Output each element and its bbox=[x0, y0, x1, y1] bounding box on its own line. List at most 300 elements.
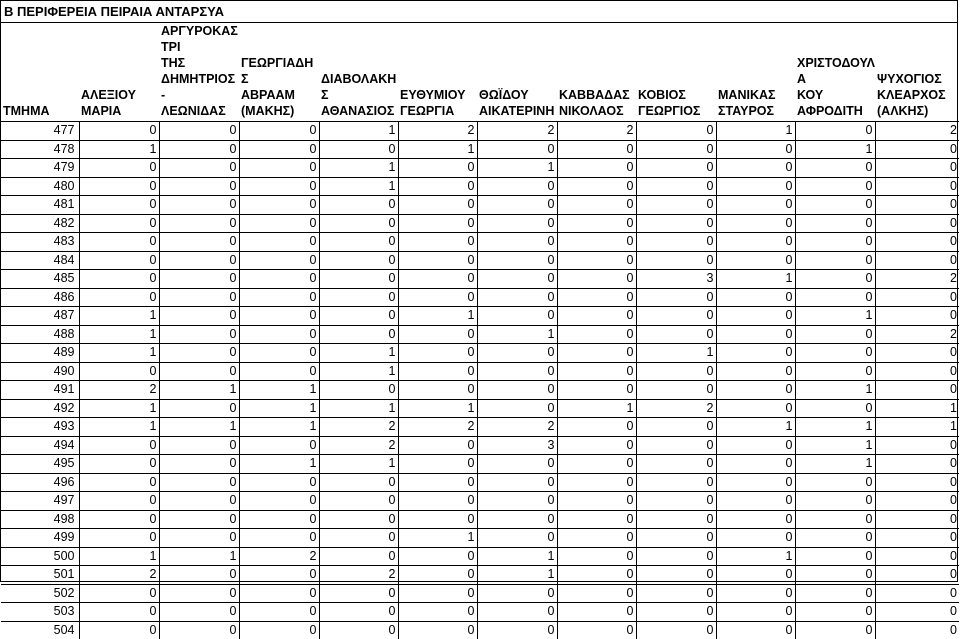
vote-cell[interactable]: 0 bbox=[159, 510, 239, 529]
vote-cell[interactable]: 0 bbox=[319, 621, 398, 639]
vote-cell[interactable]: 0 bbox=[319, 381, 398, 400]
vote-cell[interactable]: 0 bbox=[875, 362, 959, 381]
vote-cell[interactable]: 0 bbox=[319, 307, 398, 326]
vote-cell[interactable]: 2 bbox=[875, 270, 959, 289]
vote-cell[interactable]: 1 bbox=[239, 399, 319, 418]
vote-cell[interactable]: 0 bbox=[398, 621, 477, 639]
vote-cell[interactable]: 0 bbox=[795, 288, 875, 307]
section-number-cell[interactable]: 502 bbox=[1, 584, 79, 603]
vote-cell[interactable]: 0 bbox=[795, 473, 875, 492]
vote-cell[interactable]: 0 bbox=[795, 510, 875, 529]
vote-cell[interactable]: 0 bbox=[875, 159, 959, 178]
section-number-cell[interactable]: 482 bbox=[1, 214, 79, 233]
vote-cell[interactable]: 0 bbox=[159, 566, 239, 585]
vote-cell[interactable]: 0 bbox=[477, 492, 557, 511]
vote-cell[interactable]: 0 bbox=[79, 159, 159, 178]
vote-cell[interactable]: 0 bbox=[557, 270, 636, 289]
vote-cell[interactable]: 0 bbox=[875, 584, 959, 603]
vote-cell[interactable]: 0 bbox=[477, 177, 557, 196]
vote-cell[interactable]: 0 bbox=[716, 233, 795, 252]
vote-cell[interactable]: 0 bbox=[477, 473, 557, 492]
section-number-cell[interactable]: 489 bbox=[1, 344, 79, 363]
vote-cell[interactable]: 0 bbox=[159, 251, 239, 270]
vote-cell[interactable]: 0 bbox=[716, 603, 795, 622]
vote-cell[interactable]: 0 bbox=[875, 140, 959, 159]
vote-cell[interactable]: 0 bbox=[557, 492, 636, 511]
vote-cell[interactable]: 0 bbox=[159, 492, 239, 511]
vote-cell[interactable]: 1 bbox=[875, 399, 959, 418]
vote-cell[interactable]: 0 bbox=[319, 288, 398, 307]
vote-cell[interactable]: 0 bbox=[398, 251, 477, 270]
section-number-cell[interactable]: 501 bbox=[1, 566, 79, 585]
vote-cell[interactable]: 0 bbox=[557, 214, 636, 233]
vote-cell[interactable]: 0 bbox=[716, 381, 795, 400]
vote-cell[interactable]: 1 bbox=[398, 307, 477, 326]
vote-cell[interactable]: 0 bbox=[79, 196, 159, 215]
vote-cell[interactable]: 1 bbox=[239, 455, 319, 474]
vote-cell[interactable]: 0 bbox=[636, 325, 716, 344]
vote-cell[interactable]: 0 bbox=[875, 196, 959, 215]
vote-cell[interactable]: 0 bbox=[239, 473, 319, 492]
vote-cell[interactable]: 0 bbox=[239, 251, 319, 270]
vote-cell[interactable]: 0 bbox=[557, 362, 636, 381]
vote-cell[interactable]: 1 bbox=[79, 344, 159, 363]
section-number-cell[interactable]: 491 bbox=[1, 381, 79, 400]
vote-cell[interactable]: 0 bbox=[159, 177, 239, 196]
section-number-cell[interactable]: 503 bbox=[1, 603, 79, 622]
vote-cell[interactable]: 0 bbox=[239, 177, 319, 196]
vote-cell[interactable]: 0 bbox=[239, 529, 319, 548]
vote-cell[interactable]: 0 bbox=[239, 140, 319, 159]
vote-cell[interactable]: 0 bbox=[716, 529, 795, 548]
vote-cell[interactable]: 0 bbox=[716, 510, 795, 529]
vote-cell[interactable]: 1 bbox=[636, 344, 716, 363]
vote-cell[interactable]: 0 bbox=[557, 455, 636, 474]
vote-cell[interactable]: 0 bbox=[477, 288, 557, 307]
vote-cell[interactable]: 0 bbox=[557, 510, 636, 529]
vote-cell[interactable]: 0 bbox=[319, 251, 398, 270]
vote-cell[interactable]: 0 bbox=[79, 214, 159, 233]
vote-cell[interactable]: 0 bbox=[716, 566, 795, 585]
vote-cell[interactable]: 0 bbox=[79, 436, 159, 455]
vote-cell[interactable]: 1 bbox=[795, 436, 875, 455]
vote-cell[interactable]: 0 bbox=[79, 122, 159, 141]
section-number-cell[interactable]: 484 bbox=[1, 251, 79, 270]
vote-cell[interactable]: 0 bbox=[79, 529, 159, 548]
vote-cell[interactable]: 1 bbox=[79, 307, 159, 326]
vote-cell[interactable]: 0 bbox=[159, 270, 239, 289]
section-number-cell[interactable]: 496 bbox=[1, 473, 79, 492]
vote-cell[interactable]: 0 bbox=[477, 381, 557, 400]
vote-cell[interactable]: 0 bbox=[159, 140, 239, 159]
vote-cell[interactable]: 0 bbox=[716, 251, 795, 270]
vote-cell[interactable]: 0 bbox=[636, 251, 716, 270]
section-number-cell[interactable]: 499 bbox=[1, 529, 79, 548]
vote-cell[interactable]: 0 bbox=[398, 177, 477, 196]
vote-cell[interactable]: 1 bbox=[716, 418, 795, 437]
vote-cell[interactable]: 0 bbox=[159, 159, 239, 178]
vote-cell[interactable]: 0 bbox=[716, 436, 795, 455]
vote-cell[interactable]: 0 bbox=[875, 251, 959, 270]
vote-cell[interactable]: 0 bbox=[319, 196, 398, 215]
vote-cell[interactable]: 0 bbox=[716, 214, 795, 233]
vote-cell[interactable]: 0 bbox=[795, 566, 875, 585]
vote-cell[interactable]: 0 bbox=[716, 159, 795, 178]
vote-cell[interactable]: 0 bbox=[159, 196, 239, 215]
section-number-cell[interactable]: 478 bbox=[1, 140, 79, 159]
vote-cell[interactable]: 0 bbox=[159, 584, 239, 603]
vote-cell[interactable]: 0 bbox=[319, 233, 398, 252]
vote-cell[interactable]: 0 bbox=[159, 325, 239, 344]
vote-cell[interactable]: 0 bbox=[398, 455, 477, 474]
vote-cell[interactable]: 1 bbox=[477, 547, 557, 566]
vote-cell[interactable]: 0 bbox=[795, 159, 875, 178]
vote-cell[interactable]: 0 bbox=[319, 214, 398, 233]
vote-cell[interactable]: 0 bbox=[557, 584, 636, 603]
vote-cell[interactable]: 1 bbox=[319, 177, 398, 196]
vote-cell[interactable]: 2 bbox=[557, 122, 636, 141]
vote-cell[interactable]: 0 bbox=[159, 233, 239, 252]
vote-cell[interactable]: 0 bbox=[875, 603, 959, 622]
vote-cell[interactable]: 1 bbox=[319, 344, 398, 363]
vote-cell[interactable]: 0 bbox=[636, 233, 716, 252]
vote-cell[interactable]: 0 bbox=[557, 233, 636, 252]
vote-cell[interactable]: 0 bbox=[79, 473, 159, 492]
vote-cell[interactable]: 0 bbox=[636, 621, 716, 639]
vote-cell[interactable]: 0 bbox=[477, 529, 557, 548]
vote-cell[interactable]: 1 bbox=[795, 418, 875, 437]
vote-cell[interactable]: 0 bbox=[398, 510, 477, 529]
vote-cell[interactable]: 0 bbox=[875, 344, 959, 363]
vote-cell[interactable]: 0 bbox=[875, 214, 959, 233]
vote-cell[interactable]: 0 bbox=[795, 344, 875, 363]
vote-cell[interactable]: 0 bbox=[319, 603, 398, 622]
vote-cell[interactable]: 0 bbox=[159, 621, 239, 639]
vote-cell[interactable]: 0 bbox=[557, 418, 636, 437]
vote-cell[interactable]: 0 bbox=[557, 344, 636, 363]
vote-cell[interactable]: 0 bbox=[875, 381, 959, 400]
vote-cell[interactable]: 1 bbox=[79, 547, 159, 566]
vote-cell[interactable]: 0 bbox=[398, 233, 477, 252]
vote-cell[interactable]: 1 bbox=[477, 566, 557, 585]
vote-cell[interactable]: 0 bbox=[477, 362, 557, 381]
vote-cell[interactable]: 0 bbox=[875, 455, 959, 474]
vote-cell[interactable]: 0 bbox=[795, 196, 875, 215]
vote-cell[interactable]: 0 bbox=[875, 529, 959, 548]
vote-cell[interactable]: 0 bbox=[239, 325, 319, 344]
vote-cell[interactable]: 0 bbox=[319, 140, 398, 159]
vote-cell[interactable]: 0 bbox=[875, 177, 959, 196]
vote-cell[interactable]: 1 bbox=[795, 307, 875, 326]
vote-cell[interactable]: 0 bbox=[159, 529, 239, 548]
vote-cell[interactable]: 0 bbox=[557, 177, 636, 196]
vote-cell[interactable]: 0 bbox=[716, 140, 795, 159]
vote-cell[interactable]: 0 bbox=[398, 214, 477, 233]
vote-cell[interactable]: 0 bbox=[319, 547, 398, 566]
vote-cell[interactable]: 0 bbox=[477, 251, 557, 270]
vote-cell[interactable]: 1 bbox=[79, 418, 159, 437]
vote-cell[interactable]: 0 bbox=[239, 288, 319, 307]
vote-cell[interactable]: 2 bbox=[79, 566, 159, 585]
vote-cell[interactable]: 0 bbox=[398, 362, 477, 381]
vote-cell[interactable]: 0 bbox=[319, 270, 398, 289]
vote-cell[interactable]: 0 bbox=[79, 584, 159, 603]
vote-cell[interactable]: 0 bbox=[875, 473, 959, 492]
vote-cell[interactable]: 0 bbox=[477, 140, 557, 159]
vote-cell[interactable]: 2 bbox=[239, 547, 319, 566]
vote-cell[interactable]: 1 bbox=[398, 399, 477, 418]
vote-cell[interactable]: 0 bbox=[795, 584, 875, 603]
vote-cell[interactable]: 2 bbox=[319, 418, 398, 437]
vote-cell[interactable]: 0 bbox=[557, 473, 636, 492]
section-number-cell[interactable]: 504 bbox=[1, 621, 79, 639]
vote-cell[interactable]: 0 bbox=[239, 621, 319, 639]
vote-cell[interactable]: 0 bbox=[477, 233, 557, 252]
vote-cell[interactable]: 1 bbox=[319, 399, 398, 418]
vote-cell[interactable]: 0 bbox=[477, 510, 557, 529]
vote-cell[interactable]: 0 bbox=[636, 140, 716, 159]
section-number-cell[interactable]: 495 bbox=[1, 455, 79, 474]
vote-cell[interactable]: 0 bbox=[239, 214, 319, 233]
vote-cell[interactable]: 0 bbox=[557, 547, 636, 566]
vote-cell[interactable]: 0 bbox=[795, 214, 875, 233]
vote-cell[interactable]: 0 bbox=[159, 214, 239, 233]
vote-cell[interactable]: 0 bbox=[716, 584, 795, 603]
vote-cell[interactable]: 0 bbox=[636, 584, 716, 603]
vote-cell[interactable]: 0 bbox=[636, 214, 716, 233]
vote-cell[interactable]: 0 bbox=[79, 603, 159, 622]
vote-cell[interactable]: 0 bbox=[477, 621, 557, 639]
section-number-cell[interactable]: 479 bbox=[1, 159, 79, 178]
vote-cell[interactable]: 0 bbox=[557, 159, 636, 178]
vote-cell[interactable]: 2 bbox=[398, 418, 477, 437]
vote-cell[interactable]: 0 bbox=[636, 566, 716, 585]
vote-cell[interactable]: 1 bbox=[795, 381, 875, 400]
vote-cell[interactable]: 0 bbox=[159, 603, 239, 622]
vote-cell[interactable]: 0 bbox=[159, 455, 239, 474]
vote-cell[interactable]: 1 bbox=[716, 547, 795, 566]
vote-cell[interactable]: 0 bbox=[398, 288, 477, 307]
vote-cell[interactable]: 0 bbox=[557, 196, 636, 215]
vote-cell[interactable]: 0 bbox=[239, 122, 319, 141]
vote-cell[interactable]: 0 bbox=[79, 362, 159, 381]
vote-cell[interactable]: 1 bbox=[319, 362, 398, 381]
section-number-cell[interactable]: 497 bbox=[1, 492, 79, 511]
vote-cell[interactable]: 0 bbox=[716, 307, 795, 326]
vote-cell[interactable]: 0 bbox=[716, 344, 795, 363]
vote-cell[interactable]: 0 bbox=[557, 529, 636, 548]
vote-cell[interactable]: 0 bbox=[159, 399, 239, 418]
vote-cell[interactable]: 1 bbox=[557, 399, 636, 418]
vote-cell[interactable]: 0 bbox=[319, 492, 398, 511]
vote-cell[interactable]: 0 bbox=[795, 325, 875, 344]
vote-cell[interactable]: 1 bbox=[159, 418, 239, 437]
vote-cell[interactable]: 0 bbox=[239, 584, 319, 603]
vote-cell[interactable]: 1 bbox=[239, 381, 319, 400]
vote-cell[interactable]: 0 bbox=[557, 381, 636, 400]
vote-cell[interactable]: 0 bbox=[716, 455, 795, 474]
vote-cell[interactable]: 0 bbox=[795, 177, 875, 196]
vote-cell[interactable]: 0 bbox=[159, 362, 239, 381]
vote-cell[interactable]: 0 bbox=[239, 344, 319, 363]
vote-cell[interactable]: 0 bbox=[477, 307, 557, 326]
section-number-cell[interactable]: 490 bbox=[1, 362, 79, 381]
vote-cell[interactable]: 0 bbox=[239, 603, 319, 622]
vote-cell[interactable]: 0 bbox=[716, 492, 795, 511]
vote-cell[interactable]: 0 bbox=[319, 325, 398, 344]
vote-cell[interactable]: 0 bbox=[477, 196, 557, 215]
vote-cell[interactable]: 0 bbox=[319, 510, 398, 529]
vote-cell[interactable]: 0 bbox=[159, 288, 239, 307]
vote-cell[interactable]: 0 bbox=[875, 621, 959, 639]
vote-cell[interactable]: 0 bbox=[159, 122, 239, 141]
vote-cell[interactable]: 0 bbox=[319, 473, 398, 492]
vote-cell[interactable]: 0 bbox=[398, 159, 477, 178]
vote-cell[interactable]: 0 bbox=[716, 399, 795, 418]
vote-cell[interactable]: 1 bbox=[477, 159, 557, 178]
vote-cell[interactable]: 0 bbox=[159, 307, 239, 326]
vote-cell[interactable]: 0 bbox=[477, 214, 557, 233]
vote-cell[interactable]: 0 bbox=[159, 436, 239, 455]
vote-cell[interactable]: 1 bbox=[477, 325, 557, 344]
vote-cell[interactable]: 0 bbox=[875, 288, 959, 307]
vote-cell[interactable]: 0 bbox=[875, 547, 959, 566]
section-number-cell[interactable]: 481 bbox=[1, 196, 79, 215]
vote-cell[interactable]: 0 bbox=[875, 510, 959, 529]
vote-cell[interactable]: 0 bbox=[79, 288, 159, 307]
vote-cell[interactable]: 0 bbox=[636, 492, 716, 511]
vote-cell[interactable]: 3 bbox=[477, 436, 557, 455]
vote-cell[interactable]: 0 bbox=[557, 566, 636, 585]
vote-cell[interactable]: 1 bbox=[319, 122, 398, 141]
vote-cell[interactable]: 0 bbox=[398, 547, 477, 566]
vote-cell[interactable]: 0 bbox=[636, 177, 716, 196]
vote-cell[interactable]: 0 bbox=[239, 270, 319, 289]
vote-cell[interactable]: 0 bbox=[79, 492, 159, 511]
vote-cell[interactable]: 0 bbox=[79, 270, 159, 289]
vote-cell[interactable]: 0 bbox=[636, 473, 716, 492]
vote-cell[interactable]: 0 bbox=[795, 547, 875, 566]
vote-cell[interactable]: 0 bbox=[636, 547, 716, 566]
vote-cell[interactable]: 0 bbox=[239, 362, 319, 381]
vote-cell[interactable]: 2 bbox=[875, 122, 959, 141]
vote-cell[interactable]: 0 bbox=[319, 529, 398, 548]
vote-cell[interactable]: 0 bbox=[239, 307, 319, 326]
vote-cell[interactable]: 0 bbox=[79, 455, 159, 474]
vote-cell[interactable]: 0 bbox=[795, 603, 875, 622]
vote-cell[interactable]: 0 bbox=[79, 621, 159, 639]
vote-cell[interactable]: 0 bbox=[398, 196, 477, 215]
section-number-cell[interactable]: 486 bbox=[1, 288, 79, 307]
vote-cell[interactable]: 1 bbox=[716, 270, 795, 289]
vote-cell[interactable]: 0 bbox=[239, 492, 319, 511]
vote-cell[interactable]: 1 bbox=[795, 140, 875, 159]
vote-cell[interactable]: 0 bbox=[557, 140, 636, 159]
vote-cell[interactable]: 0 bbox=[477, 344, 557, 363]
vote-cell[interactable]: 2 bbox=[79, 381, 159, 400]
vote-cell[interactable]: 0 bbox=[398, 344, 477, 363]
vote-cell[interactable]: 1 bbox=[795, 455, 875, 474]
vote-cell[interactable]: 0 bbox=[795, 122, 875, 141]
vote-cell[interactable]: 1 bbox=[79, 399, 159, 418]
section-number-cell[interactable]: 494 bbox=[1, 436, 79, 455]
vote-cell[interactable]: 0 bbox=[398, 270, 477, 289]
vote-cell[interactable]: 0 bbox=[477, 584, 557, 603]
vote-cell[interactable]: 0 bbox=[716, 325, 795, 344]
vote-cell[interactable]: 0 bbox=[557, 251, 636, 270]
vote-cell[interactable]: 2 bbox=[477, 418, 557, 437]
vote-cell[interactable]: 0 bbox=[79, 177, 159, 196]
vote-cell[interactable]: 0 bbox=[557, 288, 636, 307]
vote-cell[interactable]: 1 bbox=[875, 418, 959, 437]
vote-cell[interactable]: 0 bbox=[795, 251, 875, 270]
section-number-cell[interactable]: 488 bbox=[1, 325, 79, 344]
vote-cell[interactable]: 1 bbox=[159, 547, 239, 566]
vote-cell[interactable]: 0 bbox=[239, 436, 319, 455]
vote-cell[interactable]: 1 bbox=[319, 159, 398, 178]
vote-cell[interactable]: 0 bbox=[79, 233, 159, 252]
vote-cell[interactable]: 0 bbox=[636, 381, 716, 400]
vote-cell[interactable]: 3 bbox=[636, 270, 716, 289]
vote-cell[interactable]: 1 bbox=[159, 381, 239, 400]
vote-cell[interactable]: 0 bbox=[716, 362, 795, 381]
vote-cell[interactable]: 0 bbox=[875, 233, 959, 252]
vote-cell[interactable]: 0 bbox=[477, 603, 557, 622]
vote-cell[interactable]: 0 bbox=[319, 584, 398, 603]
vote-cell[interactable]: 0 bbox=[716, 196, 795, 215]
vote-cell[interactable]: 0 bbox=[795, 621, 875, 639]
vote-cell[interactable]: 0 bbox=[557, 436, 636, 455]
vote-cell[interactable]: 0 bbox=[875, 307, 959, 326]
vote-cell[interactable]: 0 bbox=[716, 473, 795, 492]
vote-cell[interactable]: 0 bbox=[636, 288, 716, 307]
section-number-cell[interactable]: 477 bbox=[1, 122, 79, 141]
vote-cell[interactable]: 0 bbox=[398, 584, 477, 603]
vote-cell[interactable]: 0 bbox=[477, 399, 557, 418]
vote-cell[interactable]: 1 bbox=[716, 122, 795, 141]
vote-cell[interactable]: 0 bbox=[79, 251, 159, 270]
vote-cell[interactable]: 0 bbox=[557, 325, 636, 344]
vote-cell[interactable]: 0 bbox=[636, 436, 716, 455]
vote-cell[interactable]: 0 bbox=[398, 473, 477, 492]
vote-cell[interactable]: 0 bbox=[636, 603, 716, 622]
vote-cell[interactable]: 0 bbox=[636, 529, 716, 548]
vote-cell[interactable]: 0 bbox=[636, 510, 716, 529]
vote-cell[interactable]: 2 bbox=[477, 122, 557, 141]
vote-cell[interactable]: 0 bbox=[636, 307, 716, 326]
vote-cell[interactable]: 0 bbox=[239, 510, 319, 529]
vote-cell[interactable]: 2 bbox=[875, 325, 959, 344]
vote-cell[interactable]: 0 bbox=[795, 233, 875, 252]
vote-cell[interactable]: 0 bbox=[636, 418, 716, 437]
vote-cell[interactable]: 0 bbox=[239, 233, 319, 252]
vote-cell[interactable]: 0 bbox=[477, 270, 557, 289]
vote-cell[interactable]: 0 bbox=[557, 621, 636, 639]
vote-cell[interactable]: 0 bbox=[398, 603, 477, 622]
vote-cell[interactable]: 0 bbox=[795, 362, 875, 381]
vote-cell[interactable]: 2 bbox=[319, 436, 398, 455]
vote-cell[interactable]: 0 bbox=[795, 529, 875, 548]
vote-cell[interactable]: 0 bbox=[716, 288, 795, 307]
vote-cell[interactable]: 0 bbox=[398, 325, 477, 344]
vote-cell[interactable]: 0 bbox=[477, 455, 557, 474]
vote-cell[interactable]: 1 bbox=[398, 140, 477, 159]
vote-cell[interactable]: 1 bbox=[239, 418, 319, 437]
vote-cell[interactable]: 0 bbox=[557, 307, 636, 326]
vote-cell[interactable]: 0 bbox=[795, 399, 875, 418]
vote-cell[interactable]: 0 bbox=[636, 159, 716, 178]
vote-cell[interactable]: 0 bbox=[159, 344, 239, 363]
